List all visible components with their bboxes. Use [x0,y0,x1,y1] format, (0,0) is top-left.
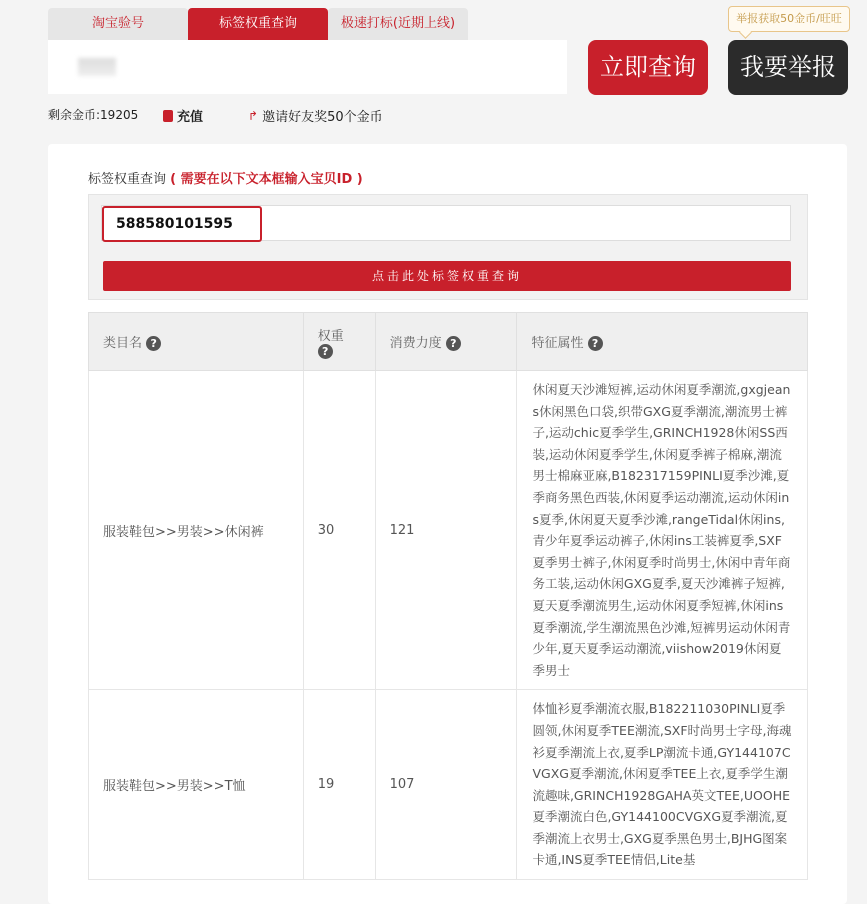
tag-weight-panel [48,144,847,904]
invite-label: 邀请好友奖50个金币 [262,110,383,125]
account-input[interactable] [48,40,567,94]
query-now-button[interactable]: 立即查询 [588,40,708,95]
remaining-coins: 剩余金币:19205 [48,108,139,122]
panel-hint: ( 需要在以下文本框输入宝贝ID ) [170,172,363,187]
cell-features: 体恤衫夏季潮流衣服,B182211030PINLI夏季圆领,休闲夏季TEE潮流,SXF时尚男士字母,海魂衫夏季潮流上衣,夏季LP潮流卡通,GY144107CVGXG夏季潮流,休闲夏季TEE上衣,夏季学生潮流趣味,GRINCH1928GAHA英文TEE,UOOHE夏季潮流白色,GY144100CVGXG夏季潮流,夏季潮流上衣男士,GXG夏季黑色男士,BJHG图案卡通,INS夏季TEE情侣,Lite基 [517,690,808,880]
header-features [517,313,808,371]
report-tooltip: 举报获取50金币/旺旺 [728,6,850,32]
header-category [89,313,304,371]
invite-link[interactable] [248,106,383,125]
tab-tag-weight[interactable]: 标签权重查询 [188,8,328,40]
cell-spending: 121 [375,371,517,690]
item-id-value[interactable]: 588580101595 [102,206,262,242]
help-icon[interactable]: ? [446,336,461,351]
header-label: 消费力度 [389,336,442,351]
tab-fast-tag[interactable]: 极速打标(近期上线) [328,8,468,40]
header-spending [375,313,517,371]
cell-features: 休闲夏天沙滩短裤,运动休闲夏季潮流,gxgjeans休闲黑色口袋,织带GXG夏季潮流,潮流男士裤子,运动chic夏季学生,GRINCH1928休闲SS西装,运动休闲夏季学生,休闲夏季裤子棉麻,潮流男士棉麻亚麻,B182317159PINLI夏季沙滩,夏季商务黑色西装,休闲夏季运动潮流,运动休闲ins夏季,休闲夏天夏季沙滩,rangeTidal休闲ins,青少年夏季运动裤子,休闲ins工装裤夏季,SXF夏季男士裤子,休闲夏季时尚男士,休闲中青年商务工装,运动休闲GXG夏季,夏天沙滩裤子短裤,夏天夏季潮流男生,运动休闲夏季短裤,休闲ins夏季潮流,学生潮流黑色沙滩,短裤男运动休闲青少年,夏天夏季运动潮流,viishow2019休闲夏季男士 [517,371,808,690]
recharge-label: 充值 [177,110,204,125]
blurred-text [78,58,116,76]
table-row [89,371,808,690]
table-header [89,313,808,371]
share-icon: ↱ [248,108,259,123]
tab-taobao-verify[interactable]: 淘宝验号 [48,8,188,40]
tab-bar [48,8,468,40]
header-label: 特征属性 [531,336,584,351]
item-id-input[interactable] [101,205,791,241]
panel-title-text: 标签权重查询 [88,172,167,187]
wallet-icon [163,110,173,122]
header-weight [303,313,375,371]
cell-weight: 19 [303,690,375,880]
report-button[interactable]: 我要举报 [728,40,848,95]
cell-category: 服装鞋包>>男装>>休闲裤 [89,371,304,690]
cell-category: 服装鞋包>>男装>>T恤 [89,690,304,880]
query-form [88,194,808,300]
help-icon[interactable]: ? [146,336,161,351]
header-label: 类目名 [103,336,143,351]
cell-spending: 107 [375,690,517,880]
table-row [89,690,808,880]
cell-weight: 30 [303,371,375,690]
header-label: 权重 [317,328,344,344]
tag-weight-query-button[interactable]: 点击此处标签权重查询 [103,261,791,291]
help-icon[interactable]: ? [318,344,333,359]
results-table [88,312,808,880]
help-icon[interactable]: ? [588,336,603,351]
panel-title [88,168,363,187]
recharge-link[interactable] [163,106,203,125]
